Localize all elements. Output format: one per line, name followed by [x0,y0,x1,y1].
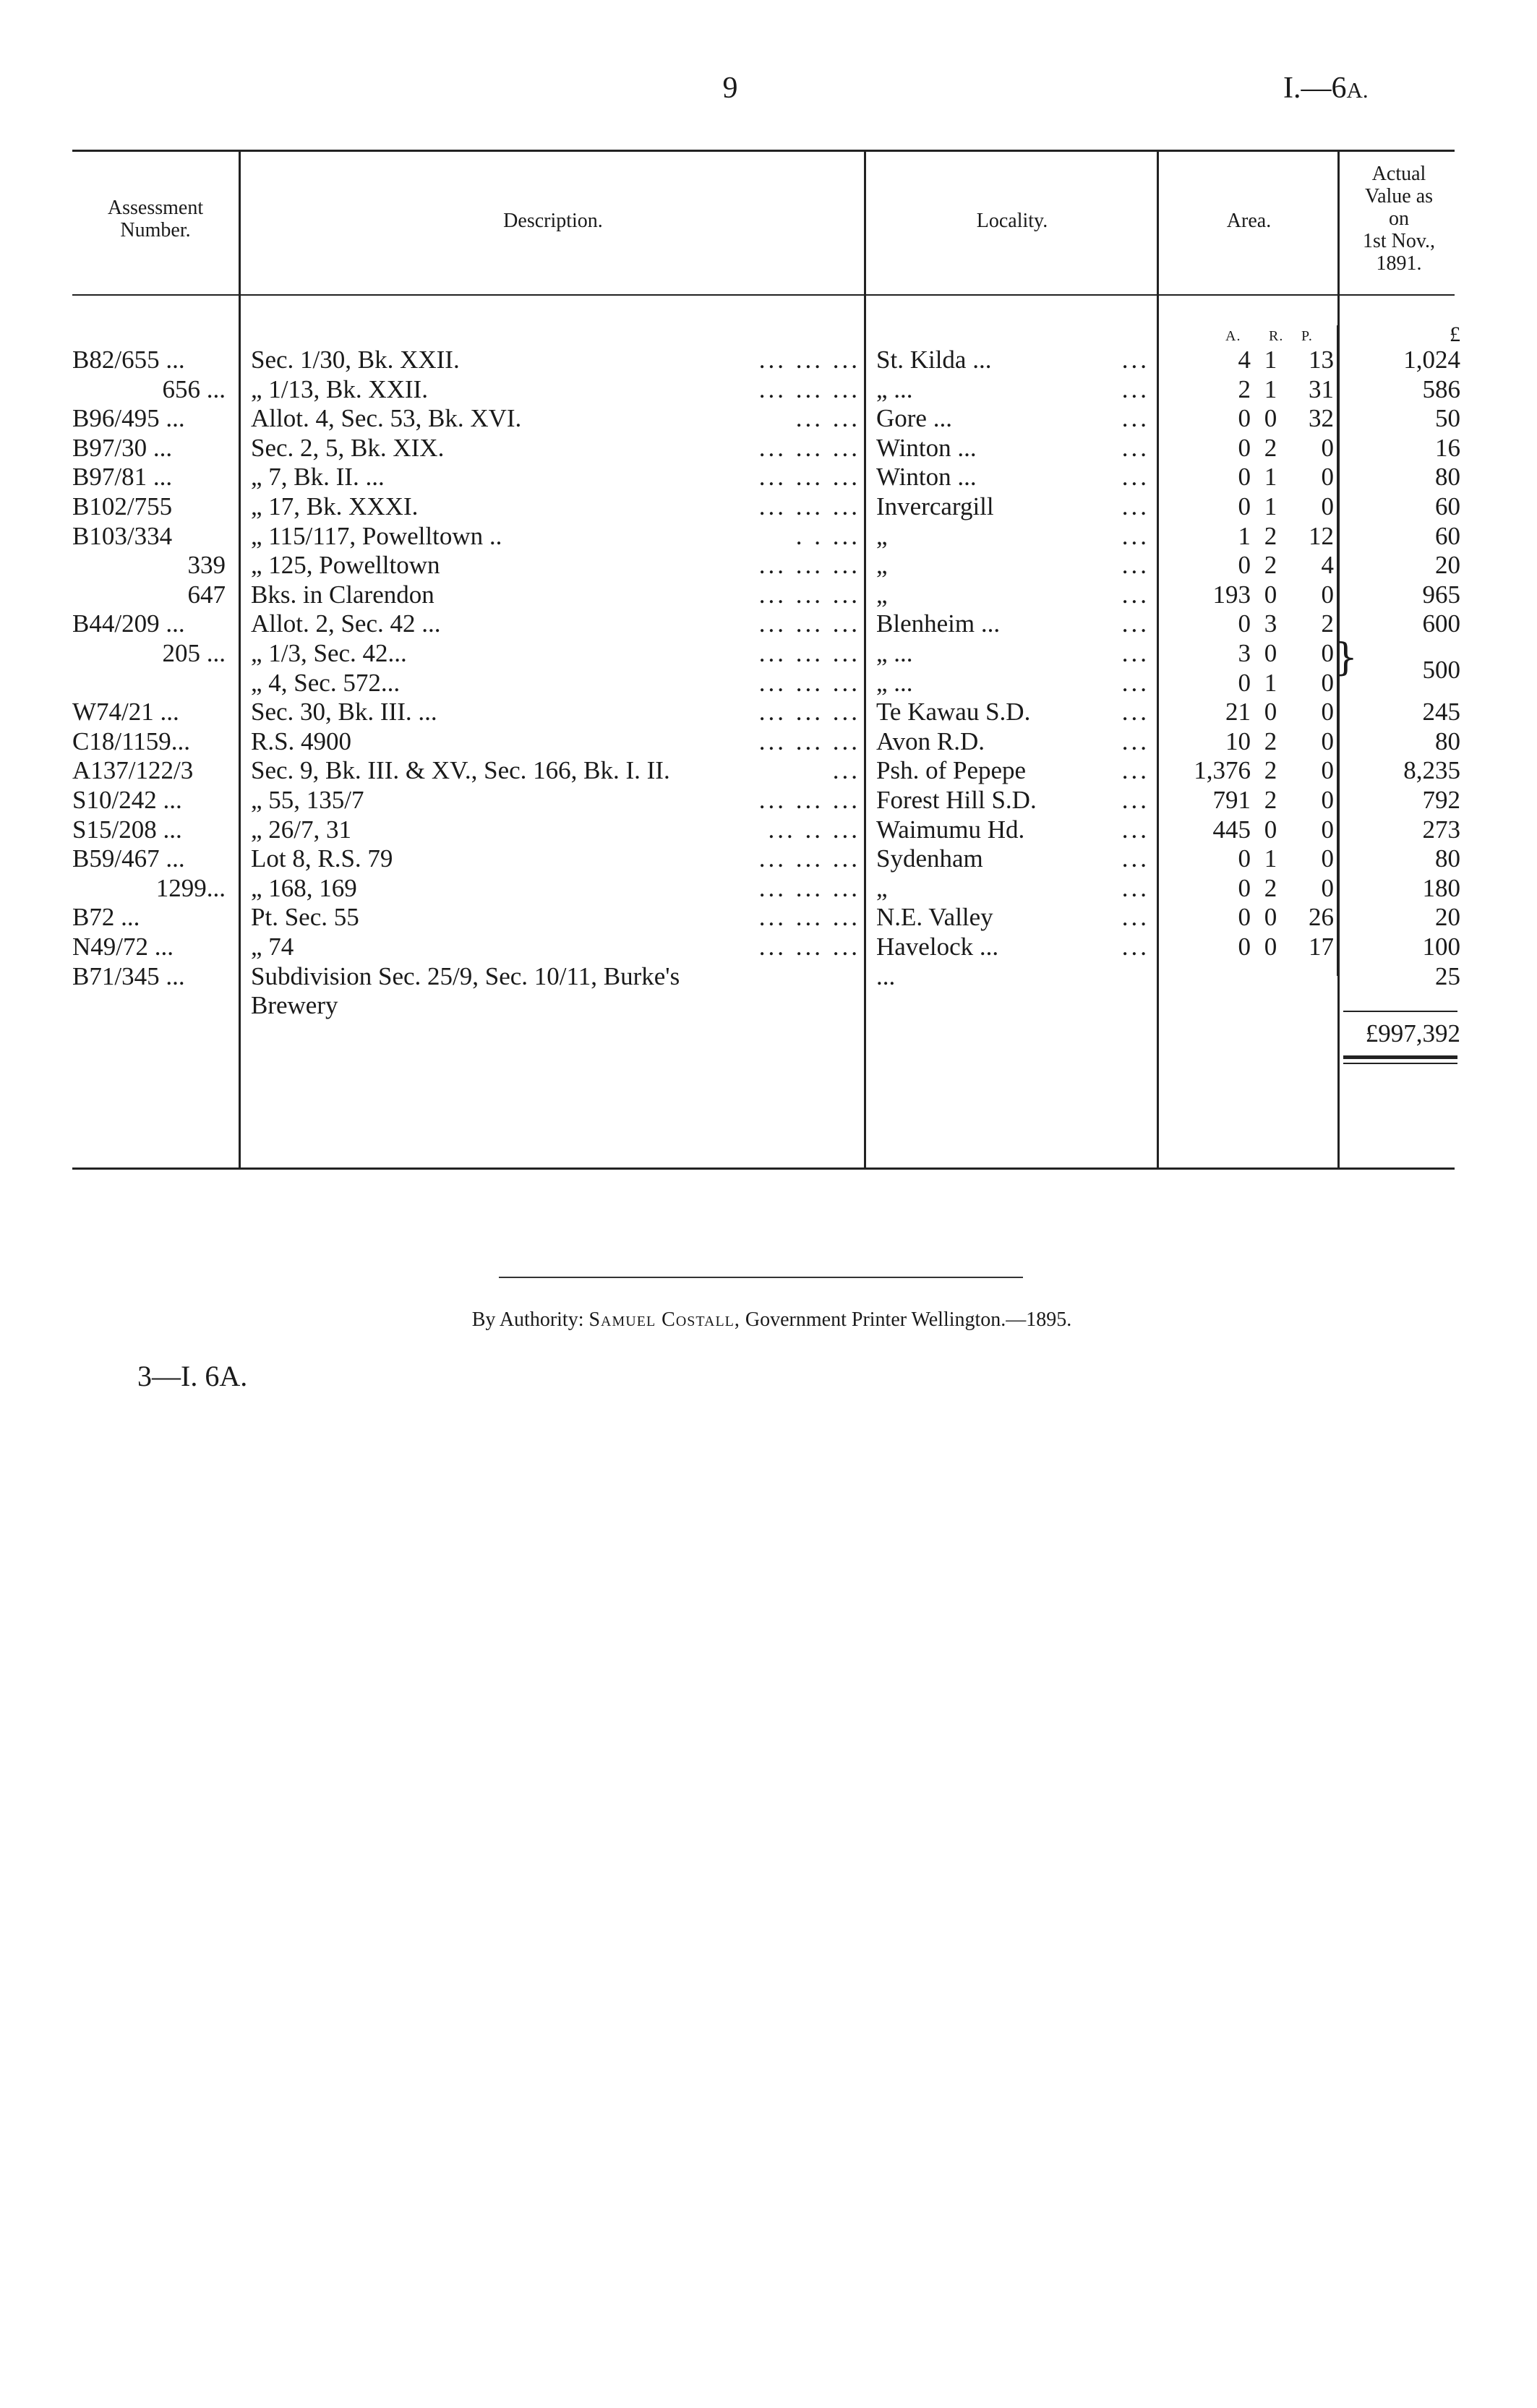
locality-leader-dots: ... [1121,551,1149,579]
locality-leader-dots: ... [1121,375,1149,403]
locality-cell: N.E. Valley [876,903,993,931]
assessment-number-cell: S10/242 ... [72,786,182,814]
description-leader-dots: ... ... ... [758,698,860,726]
area-acres-cell: 10 [1225,727,1251,755]
area-roods-cell: 1 [1264,463,1277,491]
area-unit-perches: P. [1301,328,1313,344]
table-row [0,346,1537,374]
area-unit-roods: R. [1269,328,1284,344]
locality-cell: St. Kilda ... [876,346,992,374]
locality-cell: Havelock ... [876,933,999,961]
description-leader-dots: ... ... [795,404,860,432]
area-roods-cell: 2 [1264,727,1277,755]
assessment-number-cell: C18/1159... [72,727,191,755]
locality-leader-dots: ... [1121,874,1149,902]
bracketed-value: 500 [1422,656,1460,684]
locality-leader-dots: ... [1121,346,1149,374]
area-perches-cell: 4 [1321,551,1334,579]
actual-value-cell: 1,024 [1403,346,1460,374]
description-leader-dots: ... ... ... [758,669,860,697]
description-leader-dots: ... ... ... [758,580,860,609]
locality-cell: Winton ... [876,434,977,462]
area-perches-cell: 32 [1309,404,1334,432]
area-perches-cell: 0 [1321,844,1334,873]
header-assessment-line-2: Number. [120,219,191,241]
actual-value-cell: 180 [1422,874,1460,902]
table-header-rule [72,294,1455,296]
area-roods-cell: 2 [1264,756,1277,784]
area-acres-cell: 0 [1238,551,1251,579]
area-perches-cell: 0 [1321,815,1334,844]
description-leader-dots: ... [832,756,860,784]
assessment-number-cell: S15/208 ... [72,815,182,844]
table-row [0,639,1537,668]
actual-value-cell: 80 [1435,844,1460,873]
description-leader-dots: ... ... ... [758,844,860,873]
assessment-number-cell: 205 ... [162,639,226,667]
area-perches-cell: 0 [1321,492,1334,520]
total-upper-rule [1343,1011,1457,1012]
locality-leader-dots: ... [1121,639,1149,667]
description-leader-dots: ... ... ... [758,346,860,374]
area-roods-cell: 0 [1264,404,1277,432]
page-reference-main: I.—6 [1283,72,1347,105]
area-acres-cell: 4 [1238,346,1251,374]
locality-cell: Psh. of Pepepe [876,756,1027,784]
header-locality: Locality. [976,210,1048,232]
table-row [0,844,1537,873]
assessment-number-cell: B102/755 [72,492,173,520]
locality-cell: „ [876,522,888,550]
locality-cell: Winton ... [876,463,977,491]
area-perches-cell: 12 [1309,522,1334,550]
description-leader-dots: ... ... ... [758,551,860,579]
locality-leader-dots: ... [1121,434,1149,462]
locality-leader-dots: ... [1121,522,1149,550]
locality-cell: Waimumu Hd. [876,815,1025,844]
table-row [0,727,1537,756]
area-perches-cell: 0 [1321,698,1334,726]
area-perches-cell: 17 [1309,933,1334,961]
assessment-number-cell: 647 [187,580,226,609]
area-perches-cell: 0 [1321,639,1334,667]
description-leader-dots: ... .. ... [768,815,860,844]
area-roods-cell: 1 [1264,669,1277,697]
area-perches-cell: 0 [1321,434,1334,462]
area-acres-cell: 0 [1238,609,1251,638]
area-perches-cell: 31 [1309,375,1334,403]
locality-leader-dots: ... [1121,669,1149,697]
assessment-number-cell: B59/467 ... [72,844,185,873]
area-roods-cell: 0 [1264,639,1277,667]
imprint-printer-name: Samuel Costall, [588,1308,740,1331]
header-actual-value [1341,163,1457,275]
table-row [0,874,1537,903]
area-acres-cell: 0 [1238,933,1251,961]
area-roods-cell: 0 [1264,698,1277,726]
table-total: £997,392 [1365,1019,1460,1047]
total-double-rule-lower [1343,1063,1457,1064]
area-perches-cell: 0 [1321,874,1334,902]
actual-value-cell: 245 [1422,698,1460,726]
description-cell: „ 1/13, Bk. XXII. [251,375,428,403]
locality-cell: „ ... [876,375,913,403]
actual-value-cell: 25 [1435,962,1460,990]
imprint-suffix: Government Printer Wellington.—1895. [745,1308,1072,1331]
description-cell: „ 7, Bk. II. ... [251,463,385,491]
actual-value-cell: 100 [1422,933,1460,961]
assessment-number-cell: 1299... [155,874,226,902]
table-row [0,815,1537,844]
value-bracket-icon: } [1334,636,1358,680]
table-row [0,933,1537,961]
locality-cell: ... [876,962,896,990]
description-leader-dots: ... ... ... [758,609,860,638]
assessment-number-cell: B103/334 [72,522,173,550]
table-row [0,551,1537,580]
locality-cell: Forest Hill S.D. [876,786,1037,814]
area-acres-cell: 0 [1238,492,1251,520]
page-reference-suffix: A. [1346,77,1369,103]
description-leader-dots: ... ... ... [758,463,860,491]
locality-cell: Te Kawau S.D. [876,698,1031,726]
locality-cell: „ ... [876,639,913,667]
locality-leader-dots: ... [1121,580,1149,609]
table-row [0,492,1537,521]
area-roods-cell: 0 [1264,580,1277,609]
actual-value-cell: 80 [1435,727,1460,755]
locality-leader-dots: ... [1121,727,1149,755]
table-top-rule [72,150,1455,152]
area-roods-cell: 1 [1264,346,1277,374]
description-cell: R.S. 4900 [251,727,352,755]
header-assessment-line-1: Assessment [107,197,204,219]
header-value-line-4: 1st Nov., [1362,230,1436,252]
assessment-number-cell: B96/495 ... [72,404,185,432]
area-acres-cell: 0 [1238,903,1251,931]
area-acres-cell: 3 [1238,639,1251,667]
actual-value-cell: 20 [1435,551,1460,579]
table-row [0,404,1537,433]
actual-value-cell: 50 [1435,404,1460,432]
actual-value-cell: 965 [1422,580,1460,609]
locality-cell: „ [876,580,888,609]
area-roods-cell: 3 [1264,609,1277,638]
locality-cell: „ [876,551,888,579]
area-unit-acres: A. [1225,328,1241,344]
page-reference [1283,71,1369,106]
area-roods-cell: 0 [1264,815,1277,844]
description-cell: „ 55, 135/7 [251,786,364,814]
area-perches-cell: 0 [1321,786,1334,814]
locality-leader-dots: ... [1121,786,1149,814]
area-roods-cell: 1 [1264,492,1277,520]
area-acres-cell: 1,376 [1194,756,1251,784]
description-leader-dots: . . ... [795,522,860,550]
table-row [0,991,1537,1020]
table-row [0,669,1537,698]
locality-leader-dots: ... [1121,609,1149,638]
description-cell: „ 26/7, 31 [251,815,352,844]
locality-leader-dots: ... [1121,815,1149,844]
area-acres-cell: 0 [1238,404,1251,432]
area-acres-cell: 1 [1238,522,1251,550]
area-acres-cell: 791 [1212,786,1251,814]
description-cell: Lot 8, R.S. 79 [251,844,393,873]
table-row [0,463,1537,492]
table-row [0,609,1537,638]
table-row [0,522,1537,551]
description-cell: Allot. 2, Sec. 42 ... [251,609,441,638]
imprint-prefix: By Authority: [471,1308,584,1331]
sheet-signature-mark: 3—I. 6A. [137,1360,248,1392]
area-roods-cell: 2 [1264,434,1277,462]
area-perches-cell: 13 [1309,346,1334,374]
locality-leader-dots: ... [1121,404,1149,432]
description-leader-dots: ... ... ... [758,492,860,520]
assessment-number-cell: B97/81 ... [72,463,173,491]
description-cell: „ 4, Sec. 572... [251,669,401,697]
area-acres-cell: 0 [1238,463,1251,491]
area-perches-cell: 0 [1321,580,1334,609]
printer-imprint [369,1308,1175,1332]
locality-cell: Avon R.D. [876,727,985,755]
area-acres-cell: 0 [1238,669,1251,697]
locality-cell: Gore ... [876,404,952,432]
locality-leader-dots: ... [1121,756,1149,784]
description-cell: „ 17, Bk. XXXI. [251,492,419,520]
description-leader-dots: ... ... ... [758,903,860,931]
assessment-number-cell: 339 [187,551,226,579]
table-row [0,375,1537,404]
area-perches-cell: 26 [1309,903,1334,931]
description-cell: „ 168, 169 [251,874,357,902]
table-row [0,698,1537,727]
area-acres-cell: 193 [1212,580,1251,609]
area-acres-cell: 21 [1225,698,1251,726]
header-value-line-1: Actual [1371,163,1426,185]
locality-cell: Blenheim ... [876,609,1001,638]
description-cell: Allot. 4, Sec. 53, Bk. XVI. [251,404,522,432]
area-perches-cell: 2 [1321,609,1334,638]
locality-leader-dots: ... [1121,844,1149,873]
table-row [0,903,1537,932]
description-cell: „ 74 [251,933,294,961]
locality-leader-dots: ... [1121,492,1149,520]
actual-value-cell: 792 [1422,786,1460,814]
description-leader-dots: ... ... ... [758,874,860,902]
description-cell: Sec. 2, 5, Bk. XIX. [251,434,445,462]
header-value-line-2: Value as [1364,185,1434,207]
area-roods-cell: 2 [1264,551,1277,579]
actual-value-cell: 8,235 [1403,756,1460,784]
area-acres-cell: 0 [1238,434,1251,462]
table-bottom-rule [72,1167,1455,1170]
area-acres-cell: 0 [1238,874,1251,902]
assessment-number-cell: B72 ... [72,903,140,931]
actual-value-cell: 273 [1422,815,1460,844]
area-acres-cell: 0 [1238,844,1251,873]
actual-value-cell: 80 [1435,463,1460,491]
assessment-number-cell: B97/30 ... [72,434,173,462]
area-perches-cell: 0 [1321,669,1334,697]
actual-value-cell: 600 [1422,609,1460,638]
table-row [0,434,1537,463]
description-leader-dots: ... ... ... [758,375,860,403]
header-area: Area. [1226,210,1272,232]
description-cell: Sec. 9, Bk. III. & XV., Sec. 166, Bk. I. II. [251,756,670,784]
locality-leader-dots: ... [1121,903,1149,931]
description-cell: „ 115/117, Powelltown .. [251,522,502,550]
area-acres-cell: 445 [1212,815,1251,844]
assessment-number-cell: B71/345 ... [72,962,185,990]
description-cell: Sec. 1/30, Bk. XXII. [251,346,460,374]
area-perches-cell: 0 [1321,756,1334,784]
description-cell: „ 125, Powelltown [251,551,440,579]
area-acres-cell: 2 [1238,375,1251,403]
header-value-line-5: 1891. [1376,252,1422,275]
area-perches-cell: 0 [1321,727,1334,755]
area-roods-cell: 1 [1264,375,1277,403]
area-roods-cell: 0 [1264,903,1277,931]
description-leader-dots: ... ... ... [758,933,860,961]
table-row [0,756,1537,785]
description-leader-dots: ... ... ... [758,786,860,814]
description-cell: Bks. in Clarendon [251,580,434,609]
description-cell: Brewery [251,991,338,1019]
assessment-number-cell: 656 ... [162,375,226,403]
area-roods-cell: 1 [1264,844,1277,873]
header-assessment-number [80,197,231,241]
description-leader-dots: ... ... ... [758,434,860,462]
locality-leader-dots: ... [1121,463,1149,491]
description-cell: Sec. 30, Bk. III. ... [251,698,437,726]
actual-value-cell: 20 [1435,903,1460,931]
header-value-line-3: on [1389,207,1409,230]
assessment-number-cell: A137/122/3 [72,756,194,784]
locality-cell: „ ... [876,669,913,697]
description-leader-dots: ... ... ... [758,727,860,755]
locality-leader-dots: ... [1121,698,1149,726]
description-leader-dots: ... ... ... [758,639,860,667]
assessment-number-cell: B82/655 ... [72,346,185,374]
actual-value-cell: 16 [1435,434,1460,462]
total-double-rule [1343,1055,1457,1059]
table-row [0,962,1537,991]
area-roods-cell: 2 [1264,874,1277,902]
description-cell: Pt. Sec. 55 [251,903,359,931]
description-cell: Subdivision Sec. 25/9, Sec. 10/11, Burke's [251,962,680,990]
assessment-number-cell: N49/72 ... [72,933,174,961]
area-roods-cell: 2 [1264,522,1277,550]
footer-rule [499,1277,1023,1278]
actual-value-cell: 60 [1435,522,1460,550]
description-cell: „ 1/3, Sec. 42... [251,639,407,667]
area-roods-cell: 2 [1264,786,1277,814]
locality-cell: „ [876,874,888,902]
actual-value-cell: 586 [1422,375,1460,403]
header-description: Description. [503,210,603,232]
currency-sign: £ [1450,322,1460,346]
locality-leader-dots: ... [1121,933,1149,961]
area-roods-cell: 0 [1264,933,1277,961]
area-perches-cell: 0 [1321,463,1334,491]
locality-cell: Invercargill [876,492,994,520]
table-row [0,580,1537,609]
assessment-number-cell: B44/209 ... [72,609,185,638]
assessment-number-cell: W74/21 ... [72,698,179,726]
actual-value-cell: 60 [1435,492,1460,520]
locality-cell: Sydenham [876,844,983,873]
page-number: 9 [722,72,738,105]
table-row [0,786,1537,815]
